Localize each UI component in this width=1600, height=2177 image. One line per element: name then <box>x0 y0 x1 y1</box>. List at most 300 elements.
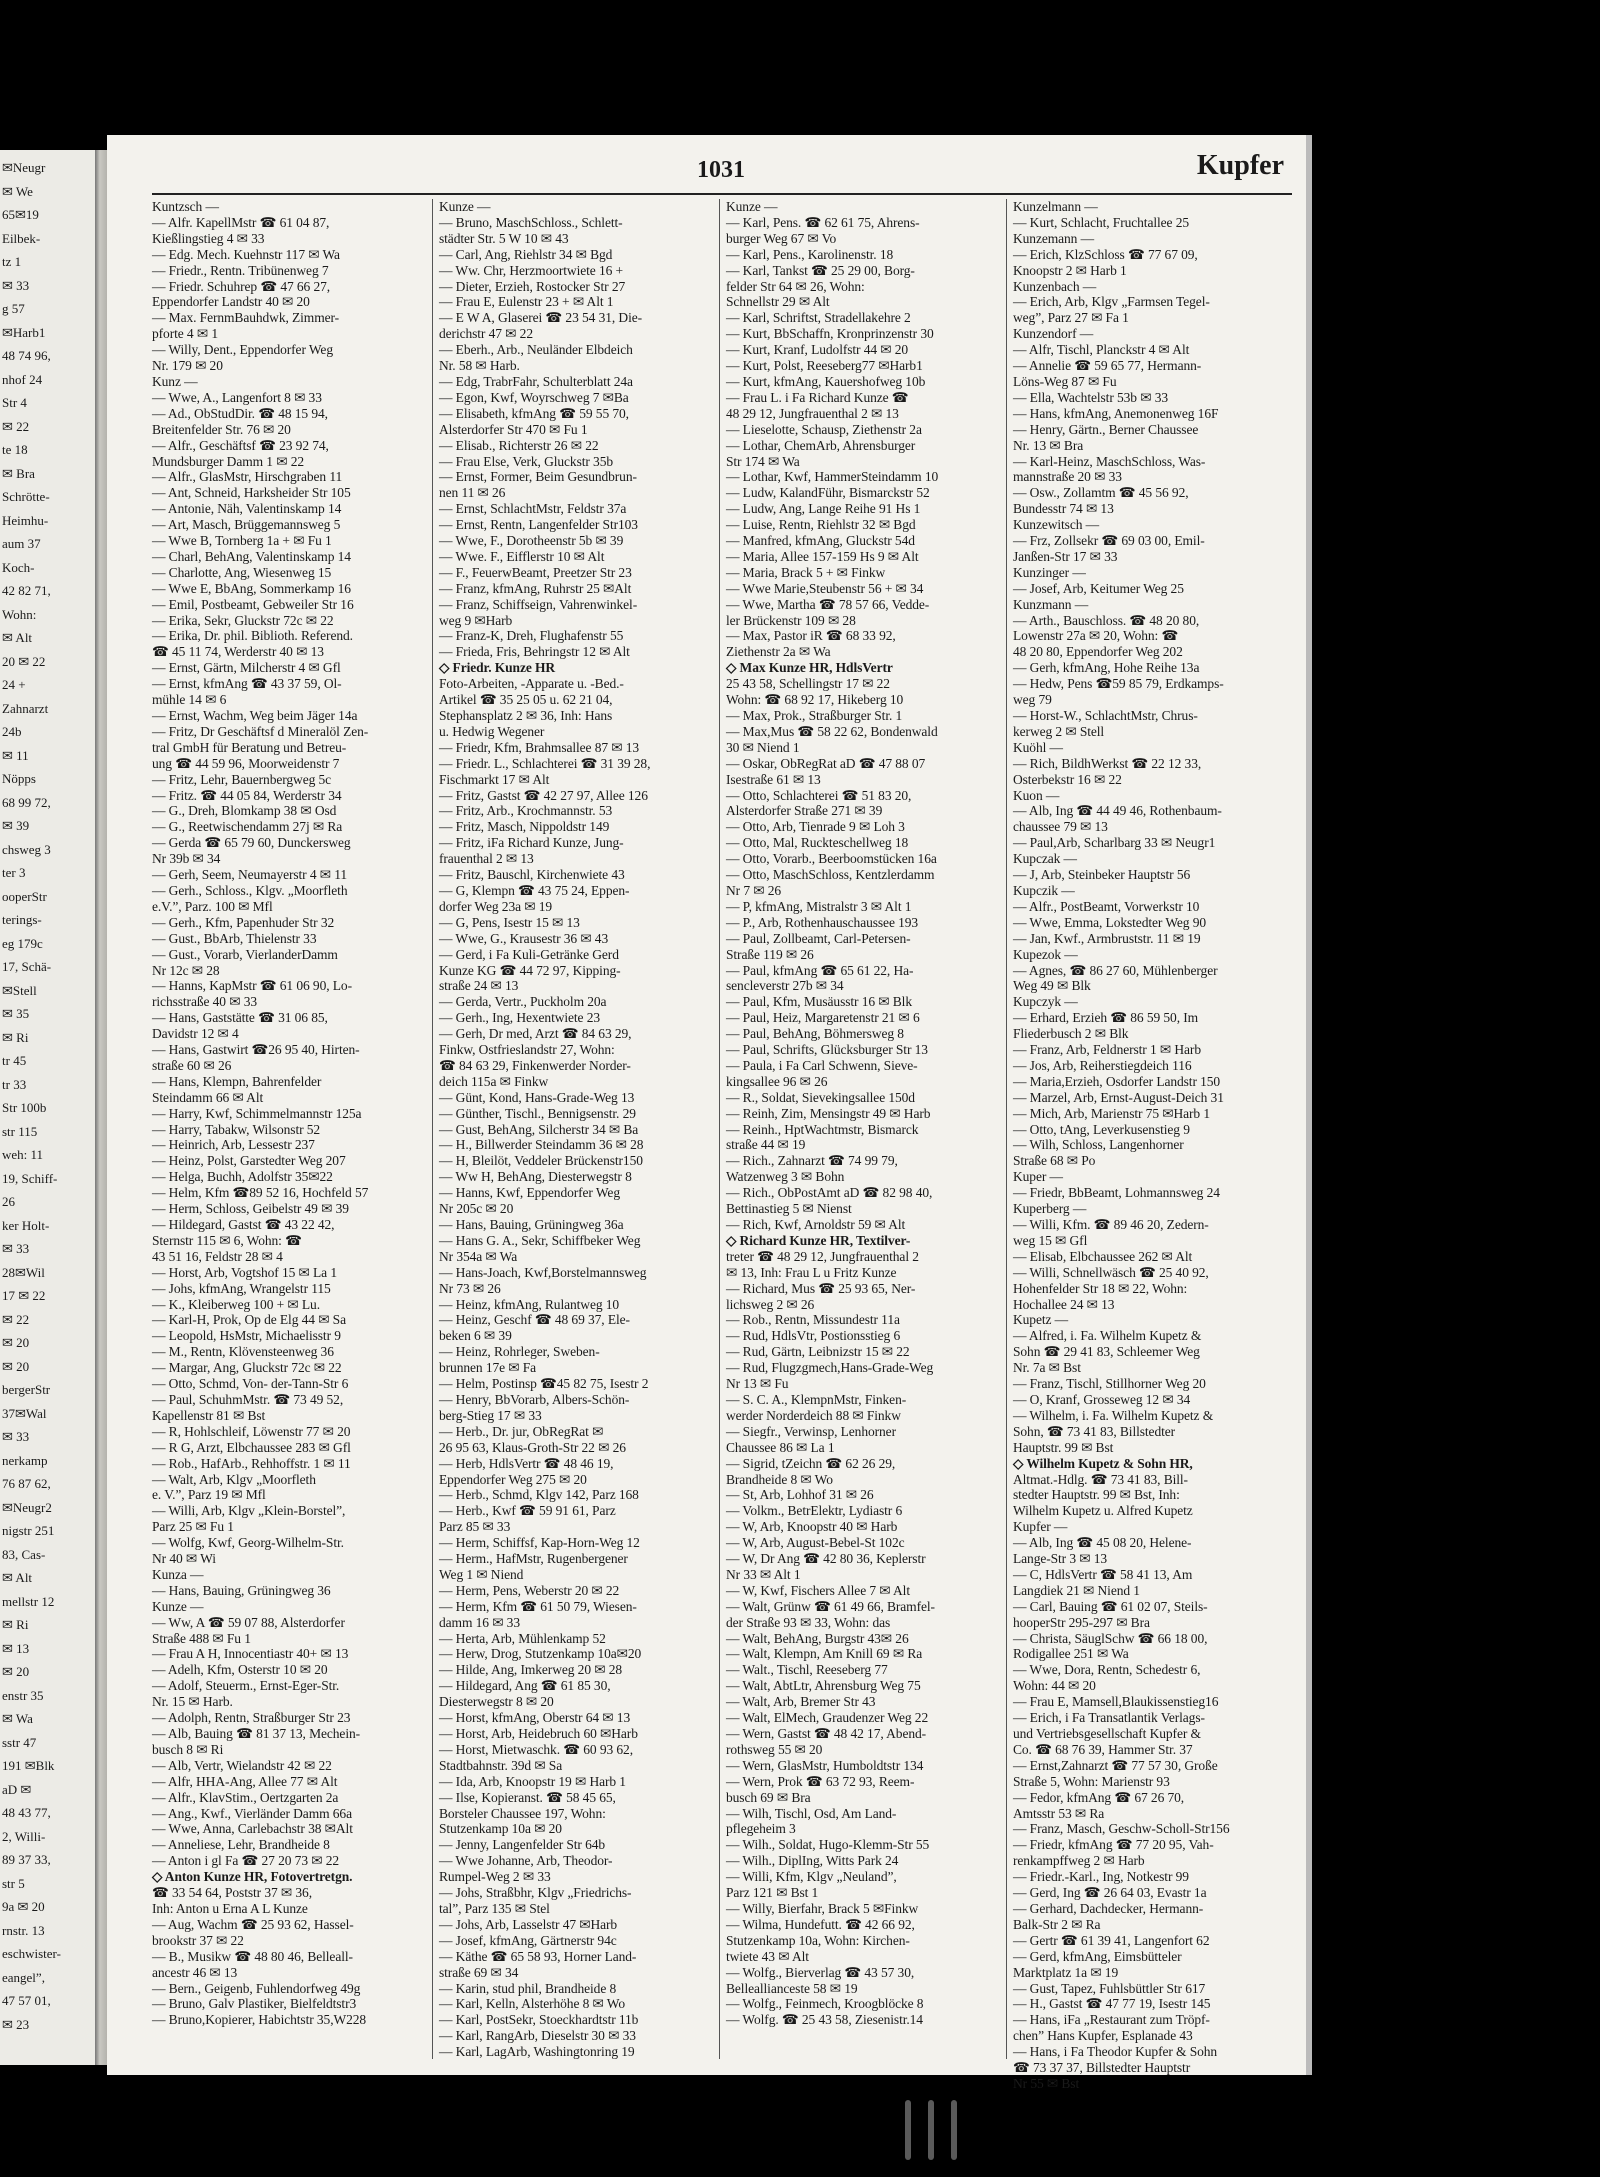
left-page-text: ker Holt- <box>2 1217 50 1233</box>
directory-entry-line: — Max, Prok., Straßburger Str. 1 <box>726 708 903 723</box>
directory-entry-line: — Wwe, Dora, Rentn, Schedestr 6, <box>1013 1662 1201 1678</box>
directory-entry-line: — Hans, Gastwirt ☎26 95 40, Hirten- <box>152 1042 360 1058</box>
directory-entry-line: — Rob., Rentn, Missundestr 11a <box>726 1312 900 1328</box>
directory-entry-line: — Hans, kfmAng, Anemonenweg 16F <box>1013 405 1219 421</box>
directory-entry-line: Stadtbahnstr. 39d ✉ Sa <box>439 1757 563 1773</box>
directory-entry-line: — Wwe, F., Dorotheenstr 5b ✉ 39 <box>439 533 624 549</box>
left-page-text: 26 <box>2 1194 15 1209</box>
directory-entry-line: — Wern, GlasMstr, Humboldtstr 134 <box>726 1757 924 1773</box>
left-page-text: tr 45 <box>2 1053 27 1068</box>
directory-entry-line: — Carl, Bauing ☎ 61 02 07, Steils- <box>1013 1598 1208 1614</box>
directory-entry-line: — Walt, ElMech, Graudenzer Weg 22 <box>726 1710 929 1726</box>
directory-entry-line: — Alb, Vertr, Wielandstr 42 ✉ 22 <box>152 1757 332 1773</box>
directory-entry-line: — Ludw, KalandFühr, Bismarckstr 52 <box>726 485 930 501</box>
left-page-text: ✉ 20 <box>2 1335 30 1350</box>
directory-entry-line: deich 115a ✉ Finkw <box>439 1073 549 1089</box>
left-page-text: 65✉19 <box>2 207 39 222</box>
directory-entry-line: Kuper — <box>1013 1169 1063 1185</box>
directory-entry-line: — Friedr.-Karl., Ing, Notkestr 99 <box>1013 1869 1189 1885</box>
directory-entry-line: — Otto, Schmd, Von- der-Tann-Str 6 <box>152 1376 349 1392</box>
directory-entry-line: Kuperberg — <box>1013 1201 1087 1217</box>
directory-entry-line: rothsweg 55 ✉ 20 <box>726 1741 823 1757</box>
directory-entry-line: — Margar, Ang, Gluckstr 72c ✉ 22 <box>152 1360 342 1376</box>
left-page-text: Schrötte- <box>2 489 50 504</box>
directory-entry-line: — Fedor, kfmAng ☎ 67 26 70, <box>1013 1789 1185 1805</box>
directory-entry-line: Amtsstr 53 ✉ Ra <box>1013 1805 1105 1821</box>
left-page-text: ✉Stell <box>2 982 37 998</box>
directory-entry-line: Straße 488 ✉ Fu 1 <box>152 1630 251 1646</box>
directory-entry-line: Kuon — <box>1013 787 1060 803</box>
directory-entry-line: — Alfr. KapellMstr ☎ 61 04 87, <box>152 214 330 230</box>
directory-entry-line: — Alb, Bauing ☎ 81 37 13, Mechein- <box>152 1726 361 1741</box>
directory-entry-line: straße 69 ✉ 34 <box>439 1964 519 1980</box>
directory-entry-line: — Otto, MaschSchloss, Kentzlerdamm <box>726 867 935 883</box>
directory-entry-line: — Alfr., GlasMstr, Hirschgraben 11 <box>152 469 343 485</box>
left-page-text: 24 + <box>2 677 26 692</box>
directory-entry-line: — Hans, Klempn, Bahrenfelder <box>152 1073 322 1089</box>
directory-entry-line: — Käthe ☎ 65 58 93, Horner Land- <box>439 1948 637 1964</box>
directory-entry-line: ☎ 84 63 29, Finkenwerder Norder- <box>439 1057 631 1073</box>
directory-entry-line: — Otto, Arb, Tienrade 9 ✉ Loh 3 <box>726 819 905 835</box>
directory-entry-line: — Jenny, Langenfelder Str 64b <box>439 1837 606 1853</box>
directory-entry-line: weg”, Parz 27 ✉ Fa 1 <box>1013 310 1129 326</box>
directory-entry-line: — Friedr, Kfm, Brahmsallee 87 ✉ 13 <box>439 739 640 755</box>
directory-entry-line: Kupczik — <box>1013 882 1075 898</box>
directory-entry-line: — Anton i gl Fa ☎ 27 20 73 ✉ 22 <box>152 1853 340 1869</box>
directory-entry-line: — Josef, kfmAng, Gärtnerstr 94c <box>439 1932 617 1948</box>
left-page-text: ✉ 11 <box>2 747 29 763</box>
directory-entry-line: — Hans, i Fa Theodor Kupfer & Sohn <box>1013 2044 1218 2060</box>
left-page-text: str 115 <box>2 1123 38 1139</box>
directory-entry-line: Kunzewitsch — <box>1013 517 1100 533</box>
directory-entry-line: — Frau A H, Innocentiastr 40+ ✉ 13 <box>152 1646 349 1662</box>
directory-entry-line: — Elisabeth, kfmAng ☎ 59 55 70, <box>439 405 629 421</box>
directory-entry-line: — Jan, Kwf., Armbruststr. 11 ✉ 19 <box>1013 930 1201 946</box>
directory-entry-line: — Hildegard, Gastst ☎ 43 22 42, <box>152 1217 335 1232</box>
directory-entry-line: — G, Pens, Isestr 15 ✉ 13 <box>439 914 580 930</box>
column-divider <box>432 199 433 2059</box>
left-page-text: 17 ✉ 22 <box>2 1288 46 1303</box>
directory-entry-line: Sohn ☎ 29 41 83, Schleemer Weg <box>1013 1344 1200 1360</box>
directory-entry-line: — Willy, Dent., Eppendorfer Weg <box>152 342 333 358</box>
directory-entry-line: — Willy, Bierfahr, Brack 5 ✉Finkw <box>726 1900 919 1916</box>
left-page-text: mellstr 12 <box>2 1593 55 1609</box>
directory-entry-line: — Franz, Tischl, Stillhorner Weg 20 <box>1013 1376 1206 1392</box>
directory-entry-line: — Wwe, Anna, Carlebachstr 38 ✉Alt <box>152 1821 353 1837</box>
left-page-text: eangel”, <box>2 1969 45 1985</box>
left-page-text: 2, Willi- <box>2 1828 46 1844</box>
directory-entry-line: berg-Stieg 17 ✉ 33 <box>439 1407 542 1423</box>
directory-entry-line: — Fritz, Gastst ☎ 42 27 97, Allee 126 <box>439 787 648 803</box>
directory-entry-line: — Max, Pastor iR ☎ 68 33 92, <box>726 628 896 644</box>
column-4 <box>1013 199 1285 2091</box>
directory-entry-line: — Fritz, Dr Geschäftsf d Mineralöl Zen- <box>152 723 369 739</box>
directory-entry-line: ung ☎ 44 59 96, Moorweidenstr 7 <box>152 755 340 771</box>
directory-entry-line: — Rud, Flugzgmech,Hans-Grade-Weg <box>726 1360 934 1376</box>
left-page-text: Wohn: <box>2 606 37 622</box>
directory-entry-line: Kunz — <box>152 373 198 389</box>
directory-entry-line: — P., Arb, Rothenhauschaussee 193 <box>726 914 919 930</box>
directory-entry-line: — Helm, Postinsp ☎45 82 75, Isestr 2 <box>439 1376 649 1392</box>
directory-entry-line: Parz 25 ✉ Fu 1 <box>152 1519 234 1535</box>
directory-entry-line: Kunze — <box>439 199 491 214</box>
directory-entry-line: — Walt, Klempn, Am Knill 69 ✉ Ra <box>726 1646 923 1662</box>
directory-entry-line: brunnen 17e ✉ Fa <box>439 1360 537 1376</box>
directory-entry-line: — Elisab, Elbchaussee 262 ✉ Alt <box>1013 1248 1193 1264</box>
directory-entry-line: mühle 14 ✉ 6 <box>152 692 227 708</box>
directory-entry-line: Hochallee 24 ✉ 13 <box>1013 1296 1115 1312</box>
directory-entry-line: — Karl, Schriftst, Stradellakehre 2 <box>726 310 911 326</box>
directory-entry-line: — Sigrid, tZeichn ☎ 62 26 29, <box>726 1455 896 1471</box>
directory-entry-line: — Fritz, Lehr, Bauernbergweg 5c <box>152 771 332 787</box>
directory-entry-line: — Heinz, kfmAng, Rulantweg 10 <box>439 1296 620 1312</box>
directory-entry-line: Fischmarkt 17 ✉ Alt <box>439 771 550 787</box>
header-rule <box>152 193 1292 195</box>
directory-entry-line: Alsterdorfer Str 470 ✉ Fu 1 <box>439 421 588 437</box>
directory-entry-line: — Paul, Schrifts, Glücksburger Str 13 <box>726 1042 928 1058</box>
directory-entry-line: — Gust., Vorarb, VierlanderDamm <box>152 946 338 962</box>
left-page-text: ✉ 33 <box>2 1429 30 1444</box>
directory-entry-line: — Herb., Kwf ☎ 59 91 61, Parz <box>439 1503 616 1519</box>
directory-entry-line: — Fritz, Bauschl, Kirchenwiete 43 <box>439 867 625 883</box>
directory-entry-line: Rumpel-Weg 2 ✉ 33 <box>439 1869 551 1885</box>
directory-entry-line: Nr 13 ✉ Fu <box>726 1376 789 1392</box>
directory-entry-line: Wohn: 44 ✉ 20 <box>1013 1678 1096 1694</box>
left-page-text: 48 74 96, <box>2 348 51 363</box>
directory-entry-line: — Christa, SäuglSchw ☎ 66 18 00, <box>1013 1630 1208 1646</box>
directory-entry-line: Brandheide 8 ✉ Wo <box>726 1471 833 1487</box>
directory-entry-line: — Otto, Schlachterei ☎ 51 83 20, <box>726 787 912 803</box>
left-page-text: 17, Schä- <box>2 959 52 974</box>
directory-entry-line: — Wilhelm, i. Fa. Wilhelm Kupetz & <box>1013 1407 1214 1423</box>
left-page-text: nerkamp <box>2 1452 48 1468</box>
directory-entry-line: Artikel ☎ 35 25 05 u. 62 21 04, <box>439 692 613 708</box>
directory-entry-line: — Bruno, MaschSchloss., Schlett- <box>439 214 623 230</box>
directory-entry-line: tral GmbH für Beratung und Betreu- <box>152 739 347 755</box>
directory-entry-line: — Ww. Chr, Herzmoortwiete 16 + <box>439 262 624 278</box>
directory-columns <box>152 199 1292 2091</box>
directory-entry-line: ◇ Friedr. Kunze HR <box>439 660 556 676</box>
directory-entry-line: ☎ 45 11 74, Werderstr 40 ✉ 13 <box>152 644 324 660</box>
left-page-text: ✉Neugr <box>2 160 46 175</box>
directory-entry-line: — Gerd, i Fa Kuli-Getränke Gerd <box>439 946 619 962</box>
column-divider <box>719 199 720 2059</box>
directory-entry-line: Kapellenstr 81 ✉ Bst <box>152 1407 266 1423</box>
directory-entry-line: — Leopold, HsMstr, Michaelisstr 9 <box>152 1328 341 1344</box>
left-page-text: 76 87 62, <box>2 1476 51 1491</box>
directory-entry-line: — Lothar, ChemArb, Ahrensburger <box>726 437 916 453</box>
directory-entry-line: treter ☎ 48 29 12, Jungfrauenthal 2 <box>726 1248 919 1264</box>
directory-entry-line: Janßen-Str 17 ✉ 33 <box>1013 548 1118 564</box>
directory-entry-line: e. V.”, Parz 19 ✉ Mfl <box>152 1487 266 1503</box>
directory-entry-line: — Hilde, Ang, Imkerweg 20 ✉ 28 <box>439 1662 623 1678</box>
directory-entry-line: — Kurt, kfmAng, Kauershofweg 10b <box>726 373 926 389</box>
directory-entry-line: Alsterdorfer Straße 271 ✉ 39 <box>726 803 883 819</box>
directory-entry-line: — Willi, Kfm. ☎ 89 46 20, Zedern- <box>1013 1217 1209 1232</box>
directory-entry-line: — Gerd, Ing ☎ 26 64 03, Evastr 1a <box>1013 1885 1207 1901</box>
directory-entry-line: — Frz, Zollsekr ☎ 69 03 00, Emil- <box>1013 533 1205 549</box>
directory-entry-line: — Ludw, Ang, Lange Reihe 91 Hs 1 <box>726 501 921 517</box>
directory-entry-line: ◇ Richard Kunze HR, Textilver- <box>726 1232 911 1248</box>
directory-entry-line: — Paul, Kfm, Musäusstr 16 ✉ Blk <box>726 994 912 1010</box>
directory-entry-line: — Harry, Tabakw, Wilsonstr 52 <box>152 1121 321 1137</box>
directory-entry-line: — Rich., Zahnarzt ☎ 74 99 79, <box>726 1153 898 1169</box>
directory-entry-line: chaussee 79 ✉ 13 <box>1013 819 1108 835</box>
directory-entry-line: 48 20 80, Eppendorfer Weg 202 <box>1013 644 1183 660</box>
directory-entry-line: — Manfred, kfmAng, Gluckstr 54d <box>726 533 915 549</box>
directory-entry-line: — Hans-Joach, Kwf,Borstelmannsweg <box>439 1264 647 1280</box>
directory-entry-line: sencleverstr 27b ✉ 34 <box>726 978 844 994</box>
directory-entry-line: — Gerh., Kfm, Papenhuder Str 32 <box>152 914 335 930</box>
directory-entry-line: — Max. FernmBauhdwk, Zimmer- <box>152 310 340 326</box>
directory-entry-line: Kießlingstieg 4 ✉ 33 <box>152 230 265 246</box>
directory-entry-line: Stephansplatz 2 ✉ 36, Inh: Hans <box>439 708 613 723</box>
directory-entry-line: Wilhelm Kupetz u. Alfred Kupetz <box>1013 1503 1193 1519</box>
directory-entry-line: Str 174 ✉ Wa <box>726 453 800 469</box>
directory-entry-line: — Gerh, kfmAng, Hohe Reihe 13a <box>1013 660 1200 676</box>
directory-entry-line: Kunzinger — <box>1013 564 1086 580</box>
directory-entry-line: — Johs, Straßbhr, Klgv „Friedrichs- <box>439 1885 632 1901</box>
directory-entry-line: — Ww, A ☎ 59 07 88, Alsterdorfer <box>152 1614 345 1630</box>
directory-entry-line: — Herb., Dr. jur, ObRegRat ✉ <box>439 1423 604 1439</box>
left-page-text: eschwister- <box>2 1946 61 1961</box>
left-page-text: Str 100b <box>2 1100 47 1115</box>
directory-entry-line: — Willi, Arb, Klgv „Klein-Borstel”, <box>152 1503 346 1519</box>
directory-entry-line: — Walt, Arb, Bremer Str 43 <box>726 1694 876 1710</box>
left-page-text: ✉ 13 <box>2 1640 30 1656</box>
directory-entry-line: — Henry, BbVorarb, Albers-Schön- <box>439 1391 630 1407</box>
directory-entry-line: — Franz, kfmAng, Ruhrstr 25 ✉Alt <box>439 580 632 596</box>
directory-entry-line: 30 ✉ Niend 1 <box>726 739 800 755</box>
directory-entry-line: Nr. 7a ✉ Bst <box>1013 1360 1081 1376</box>
directory-entry-line: Nr 40 ✉ Wi <box>152 1551 216 1567</box>
directory-entry-line: — Erika, Dr. phil. Biblioth. Referend. <box>152 628 353 644</box>
directory-entry-line: — Carl, Ang, Riehlstr 34 ✉ Bgd <box>439 246 613 262</box>
directory-entry-line: — Ernst, kfmAng ☎ 43 37 59, Ol- <box>152 676 342 692</box>
directory-entry-line: Kupczak — <box>1013 851 1077 867</box>
directory-entry-line: — Friedr, BbBeamt, Lohmannsweg 24 <box>1013 1185 1220 1201</box>
directory-entry-line: 25 43 58, Schellingstr 17 ✉ 22 <box>726 676 890 692</box>
directory-entry-line: — Paul, Zollbeamt, Carl-Petersen- <box>726 930 911 946</box>
left-page-text: ✉ Ri <box>2 1617 29 1632</box>
directory-entry-line: — Josef, Arb, Keitumer Weg 25 <box>1013 580 1184 596</box>
left-page-text: 89 37 33, <box>2 1852 51 1867</box>
directory-entry-line: — Agnes, ☎ 86 27 60, Mühlenberger <box>1013 962 1218 978</box>
directory-entry-line: — Alfr, HHA-Ang, Allee 77 ✉ Alt <box>152 1773 338 1789</box>
directory-entry-line: — O, Kranf, Grosseweg 12 ✉ 34 <box>1013 1391 1191 1407</box>
left-page-text: ✉ 20 <box>2 1358 30 1374</box>
directory-entry-line: — Ernst, Former, Beim Gesundbrun- <box>439 469 637 485</box>
directory-entry-line: — F., FeuerwBeamt, Preetzer Str 23 <box>439 564 632 580</box>
directory-entry-line: Breitenfelder Str. 76 ✉ 20 <box>152 421 291 437</box>
directory-entry-line: Kunzenbach — <box>1013 278 1097 294</box>
directory-entry-line: — G, Klempn ☎ 43 75 24, Eppen- <box>439 882 630 898</box>
directory-entry-line: felder Str 64 ✉ 26, Wohn: <box>726 278 865 294</box>
directory-entry-line: — Herm, Pens, Weberstr 20 ✉ 22 <box>439 1582 620 1598</box>
left-page-text: ✉ Alt <box>2 630 33 645</box>
directory-entry-line: — Frau E, Eulenstr 23 + ✉ Alt 1 <box>439 294 614 310</box>
directory-entry-line: damm 16 ✉ 33 <box>439 1614 520 1630</box>
directory-entry-line: — Hans G. A., Sekr, Schiffbeker Weg <box>439 1232 641 1248</box>
directory-entry-line: Nr 55 ✉ Bst <box>1013 2075 1080 2091</box>
directory-entry-line: — Walt., Tischl, Reeseberg 77 <box>726 1662 888 1678</box>
column-1 <box>152 199 424 2059</box>
directory-entry-line: — Johs, kfmAng, Wrangelstr 115 <box>152 1280 331 1296</box>
directory-entry-line: — Franz-K, Dreh, Flughafenstr 55 <box>439 628 624 644</box>
left-page-text: ✉ Ri <box>2 1029 29 1045</box>
page-number: 1031 <box>697 157 745 183</box>
directory-entry-line: — Frieda, Fris, Behringstr 12 ✉ Alt <box>439 644 630 660</box>
left-page-text: ✉ 39 <box>2 818 30 833</box>
directory-entry-line: Osterbekstr 16 ✉ 22 <box>1013 771 1122 787</box>
left-page-text: ✉ 22 <box>2 1311 30 1327</box>
directory-entry-line: — Rich, Kwf, Arnoldstr 59 ✉ Alt <box>726 1217 906 1232</box>
directory-entry-line: — R, Hohlschleif, Löwenstr 77 ✉ 20 <box>152 1423 351 1439</box>
directory-entry-line: — Hanns, KapMstr ☎ 61 06 90, Lo- <box>152 978 352 994</box>
directory-entry-line: — Jos, Arb, Reiherstiegdeich 116 <box>1013 1057 1192 1073</box>
directory-entry-line: Nr 33 ✉ Alt 1 <box>726 1566 801 1582</box>
left-page-text: g 57 <box>2 301 25 316</box>
directory-entry-line: Straße 5, Wohn: Marienstr 93 <box>1013 1773 1170 1789</box>
directory-entry-line: ✉ 13, Inh: Frau L u Fritz Kunze <box>726 1264 897 1280</box>
directory-entry-line: — Erich, KlzSchloss ☎ 77 67 09, <box>1013 246 1198 262</box>
directory-entry-line: — Wolfg. ☎ 25 43 58, Ziesenistr.14 <box>726 2012 923 2028</box>
directory-entry-line: — Lieselotte, Schausp, Ziethenstr 2a <box>726 421 922 437</box>
left-page-text: aD ✉ <box>2 1781 32 1797</box>
directory-entry-line: — Reinh., HptWachtmstr, Bismarck <box>726 1121 919 1137</box>
directory-entry-line: — Herm., HafMstr, Rugenbergener <box>439 1551 628 1567</box>
directory-entry-line: — Horst, Mietwaschk. ☎ 60 93 62, <box>439 1741 633 1757</box>
left-page-text: ✉Harb1 <box>2 324 46 340</box>
directory-entry-line: Bundesstr 74 ✉ 13 <box>1013 501 1114 517</box>
directory-entry-line: Marktplatz 1a ✉ 19 <box>1013 1964 1119 1980</box>
left-page-text: enstr 35 <box>2 1687 44 1703</box>
directory-entry-line: — Edg, TrabrFahr, Schulterblatt 24a <box>439 373 633 389</box>
directory-entry-line: Altmat.-Hdlg. ☎ 73 41 83, Bill- <box>1013 1471 1188 1487</box>
directory-entry-line: — Hans, iFa „Restaurant zum Tröpf- <box>1013 2012 1210 2028</box>
left-page-text: rnstr. 13 <box>2 1922 45 1938</box>
left-page-fragment <box>0 150 95 2065</box>
directory-entry-line: beken 6 ✉ 39 <box>439 1328 512 1344</box>
directory-entry-line: Löns-Weg 87 ✉ Fu <box>1013 373 1117 389</box>
left-page-text: ✉Neugr2 <box>2 1499 52 1515</box>
directory-entry-line: — W, Arb, Knoopstr 40 ✉ Harb <box>726 1519 898 1535</box>
directory-entry-line: Borsteler Chaussee 197, Wohn: <box>439 1805 606 1821</box>
column-3 <box>726 199 998 2059</box>
directory-entry-line: Kunza — <box>152 1566 204 1582</box>
directory-entry-line: Co. ☎ 68 76 39, Hammer Str. 37 <box>1013 1741 1193 1757</box>
directory-entry-line: — Franz, Arb, Feldnerstr 1 ✉ Harb <box>1013 1042 1201 1058</box>
directory-entry-line: — Paul, SchuhmMstr. ☎ 73 49 52, <box>152 1391 344 1407</box>
directory-entry-line: — Alfr., KlavStim., Oertzgarten 2a <box>152 1789 339 1805</box>
directory-entry-line: — Rich, BildhWerkst ☎ 22 12 33, <box>1013 755 1202 771</box>
directory-entry-line: — Hanns, Kwf, Eppendorfer Weg <box>439 1185 620 1201</box>
directory-entry-line: — Fritz, Arb., Krochmannstr. 53 <box>439 803 613 819</box>
directory-entry-line: 48 29 12, Jungfrauenthal 2 ✉ 13 <box>726 405 899 421</box>
directory-entry-line: — Dieter, Erzieh, Rostocker Str 27 <box>439 278 626 294</box>
directory-entry-line: — Wwe. F., Eifflerstr 10 ✉ Alt <box>439 548 605 564</box>
directory-entry-line: Kupezok — <box>1013 946 1078 962</box>
directory-entry-line: — Art, Masch, Brüggemannsweg 5 <box>152 517 341 533</box>
directory-entry-line: Langdiek 21 ✉ Niend 1 <box>1013 1582 1140 1598</box>
directory-entry-line: — Herta, Arb, Mühlenkamp 52 <box>439 1630 606 1646</box>
directory-entry-line: — Frau L. i Fa Richard Kunze ☎ <box>726 389 909 405</box>
directory-entry-line: — Herb, HdlsVertr ☎ 48 46 19, <box>439 1455 614 1471</box>
directory-entry-line: — Walt, BehAng, Burgstr 43✉ 26 <box>726 1630 909 1646</box>
directory-entry-line: — Harry, Kwf, Schimmelmannstr 125a <box>152 1105 362 1121</box>
directory-entry-line: der Straße 93 ✉ 33, Wohn: das <box>726 1614 891 1630</box>
directory-entry-line: — Marzel, Arb, Ernst-August-Deich 31 <box>1013 1089 1224 1105</box>
directory-entry-line: — Edg. Mech. Kuehnstr 117 ✉ Wa <box>152 246 340 262</box>
left-page-text: terings- <box>2 912 42 927</box>
directory-entry-line: — Wilh., Soldat, Hugo-Klemm-Str 55 <box>726 1837 930 1853</box>
directory-entry-line: — Heinz, Polst, Garstedter Weg 207 <box>152 1153 346 1169</box>
directory-entry-line: Sohn, ☎ 73 41 83, Billstedter <box>1013 1423 1176 1439</box>
left-page-text: weh: 11 <box>2 1147 44 1162</box>
directory-entry-line: — Helga, Buchh, Adolfstr 35✉22 <box>152 1169 333 1185</box>
directory-entry-line: — Gerh., Ing, Hexentwiete 23 <box>439 1010 601 1026</box>
directory-entry-line: chen” Hans Kupfer, Esplanade 43 <box>1013 2028 1193 2044</box>
directory-entry-line: — Maria, Brack 5 + ✉ Finkw <box>726 564 886 580</box>
directory-entry-line: straße 24 ✉ 13 <box>439 978 519 994</box>
directory-entry-line: — St, Arb, Lohhof 31 ✉ 26 <box>726 1487 874 1503</box>
directory-entry-line: — Horst-W., SchlachtMstr, Chrus- <box>1013 708 1198 723</box>
directory-entry-line: Kuöhl — <box>1013 739 1063 755</box>
directory-entry-line: weg 9 ✉Harb <box>439 612 513 628</box>
directory-entry-line: — Ernst, Rentn, Langenfelder Str103 <box>439 517 638 533</box>
directory-entry-line: — Wwe E, BbAng, Sommerkamp 16 <box>152 580 351 596</box>
directory-entry-line: — Ernst,Zahnarzt ☎ 77 57 30, Große <box>1013 1757 1218 1773</box>
directory-entry-line: Mundsburger Damm 1 ✉ 22 <box>152 453 305 469</box>
directory-entry-line: — Friedr. L., Schlachterei ☎ 31 39 28, <box>439 755 651 771</box>
directory-entry-line: 43 51 16, Feldstr 28 ✉ 4 <box>152 1248 283 1264</box>
left-page-text: tz 1 <box>2 254 22 269</box>
directory-entry-line: — Paul, Heiz, Margaretenstr 21 ✉ 6 <box>726 1010 920 1026</box>
directory-entry-line: renkampffweg 2 ✉ Harb <box>1013 1853 1145 1869</box>
directory-entry-line: — Karl-H, Prok, Op de Elg 44 ✉ Sa <box>152 1312 346 1328</box>
directory-entry-line: frauenthal 2 ✉ 13 <box>439 851 534 867</box>
directory-entry-line: Kunzmann — <box>1013 596 1089 612</box>
directory-entry-line: straße 44 ✉ 19 <box>726 1137 806 1153</box>
left-page-text: Heimhu- <box>2 512 49 528</box>
directory-entry-line: — Hildegard, Ang ☎ 61 85 30, <box>439 1678 611 1694</box>
directory-entry-line: — Karl, Pens., Karolinenstr. 18 <box>726 246 894 262</box>
directory-entry-line: — Karl, Tankst ☎ 25 29 00, Borg- <box>726 262 915 278</box>
directory-entry-line: — Fritz. ☎ 44 05 84, Werderstr 34 <box>152 787 342 803</box>
directory-entry-line: Sternstr 115 ✉ 6, Wohn: ☎ <box>152 1232 302 1248</box>
directory-entry-line: — Ilse, Kopieranst. ☎ 58 45 65, <box>439 1789 616 1805</box>
directory-entry-line: Diesterwegstr 8 ✉ 20 <box>439 1694 554 1710</box>
left-page-text: nhof 24 <box>2 371 43 387</box>
directory-entry-line: — Alfred, i. Fa. Wilhelm Kupetz & <box>1013 1328 1202 1344</box>
directory-entry-line: ☎ 33 54 64, Poststr 37 ✉ 36, <box>152 1885 312 1901</box>
directory-entry-line: — Wwe, G., Krausestr 36 ✉ 43 <box>439 930 609 946</box>
directory-entry-line: — Adolph, Rentn, Straßburger Str 23 <box>152 1710 351 1726</box>
running-header: Kupfer <box>1196 150 1284 181</box>
directory-entry-line: ler Brückenstr 109 ✉ 28 <box>726 612 856 628</box>
directory-entry-line: — M., Rentn, Klövensteenweg 36 <box>152 1344 334 1360</box>
directory-entry-line: — Gust, Tapez, Fuhlsbüttler Str 617 <box>1013 1980 1206 1996</box>
directory-entry-line: ◇ Anton Kunze HR, Fotovertretgn. <box>152 1869 353 1885</box>
directory-entry-line: Nr 73 ✉ 26 <box>439 1280 501 1296</box>
left-page-text: aum 37 <box>2 536 41 551</box>
directory-entry-line: — Adolf, Steuerm., Ernst-Eger-Str. <box>152 1678 340 1694</box>
left-page-text: nigstr 251 <box>2 1523 55 1538</box>
directory-entry-line: weg 79 <box>1013 692 1052 708</box>
directory-entry-line: — Aug, Wachm ☎ 25 93 62, Hassel- <box>152 1916 354 1932</box>
directory-entry-line: Nr 7 ✉ 26 <box>726 882 782 898</box>
directory-entry-line: — H., Billwerder Steindamm 36 ✉ 28 <box>439 1137 644 1153</box>
